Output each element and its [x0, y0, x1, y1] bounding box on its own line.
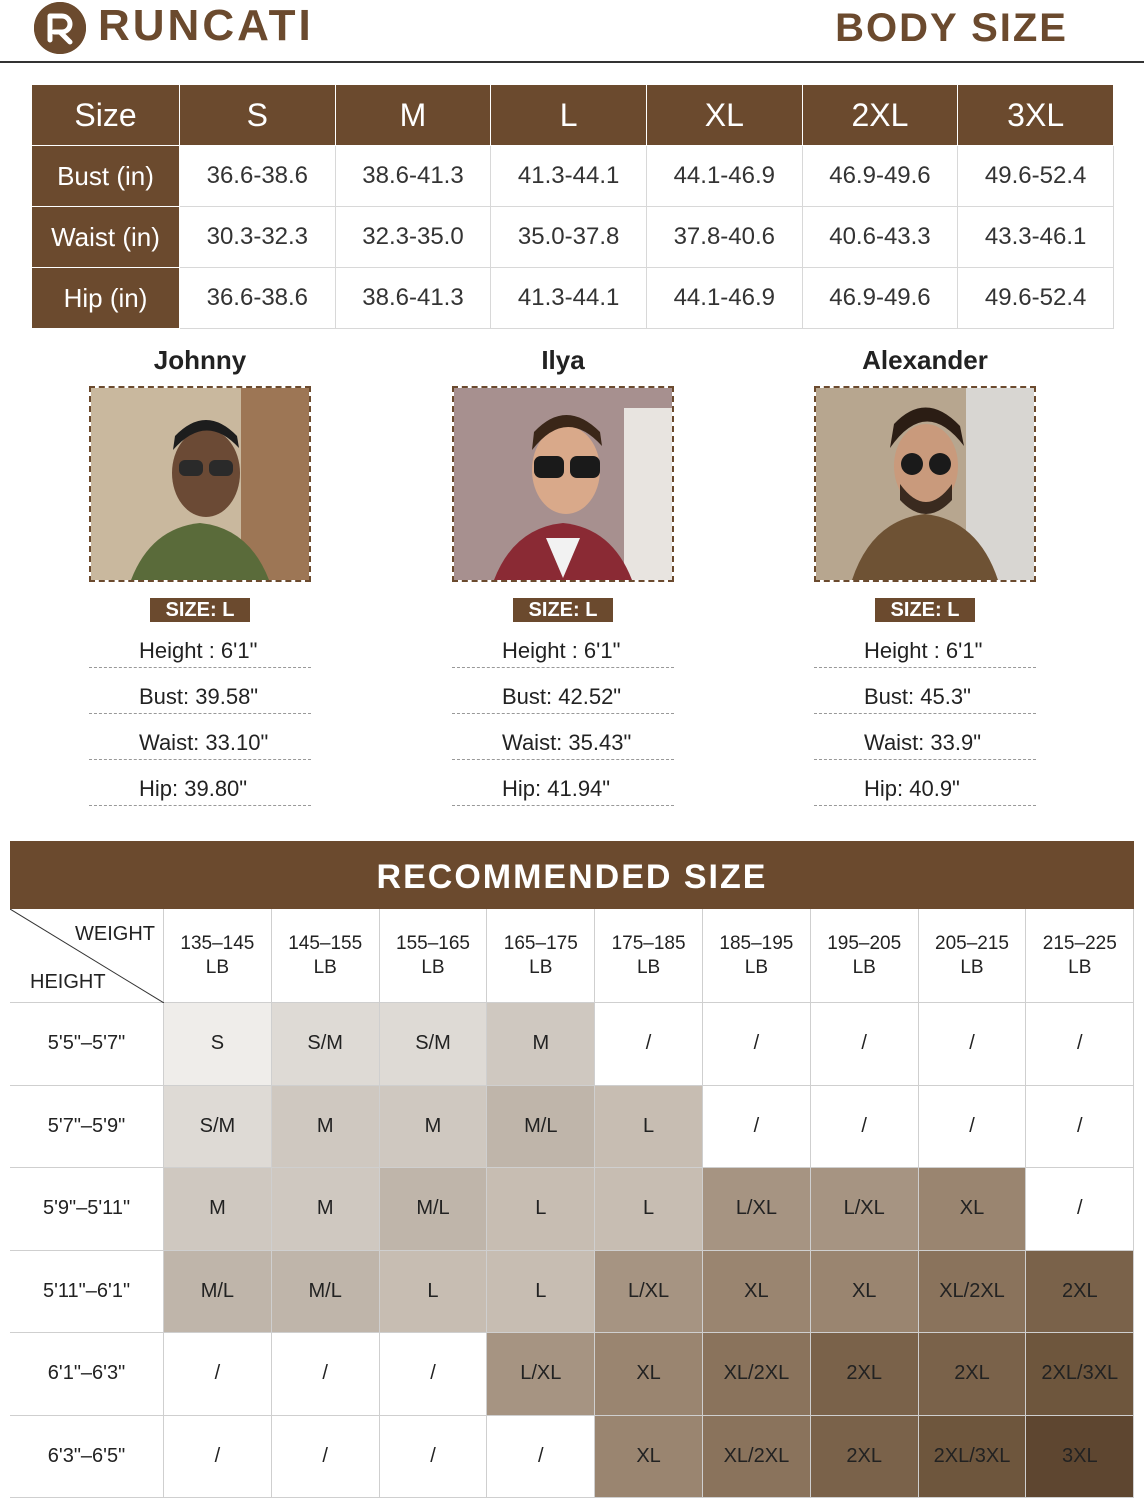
model-height: Height : 6'1" — [452, 622, 674, 668]
weight-range: 205–215 — [935, 932, 1009, 954]
recommended-size-cell: / — [164, 1333, 272, 1416]
weight-range: 155–165 — [396, 932, 470, 954]
size-col-header: 2XL — [802, 85, 958, 146]
row-label: Bust (in) — [32, 146, 180, 207]
model-size-badge: SIZE: L — [875, 598, 975, 622]
weight-range: 165–175 — [503, 932, 578, 954]
recommended-size-cell: L — [595, 1168, 703, 1251]
grid-corner — [10, 909, 164, 1003]
body-size-table — [31, 84, 1114, 329]
recommended-size-cell: / — [380, 1416, 488, 1499]
table-cell: 36.6-38.6 — [180, 268, 336, 329]
recommended-size-cell: L — [380, 1251, 488, 1334]
recommended-size-cell: M/L — [272, 1251, 380, 1334]
weight-unit: LB — [529, 956, 553, 978]
brand-logo-icon — [34, 2, 86, 54]
table-row — [32, 268, 1114, 329]
weight-range: 135–145 — [180, 932, 255, 954]
recommended-size-cell: / — [919, 1086, 1027, 1169]
table-cell: 46.9-49.6 — [802, 268, 958, 329]
height-row-header: 5'9"–5'11" — [10, 1168, 164, 1251]
table-row — [32, 207, 1114, 268]
recommended-size-grid — [10, 909, 1134, 1498]
recommended-size-cell: S/M — [272, 1003, 380, 1086]
recommended-size-cell: / — [380, 1333, 488, 1416]
model-photo — [814, 386, 1036, 582]
weight-range: 145–155 — [288, 932, 363, 954]
weight-axis-label: WEIGHT — [75, 923, 155, 945]
height-axis-label: HEIGHT — [30, 971, 106, 993]
weight-unit: LB — [960, 956, 984, 978]
recommended-size-cell: XL — [811, 1251, 919, 1334]
model-name: Ilya — [541, 345, 585, 375]
model-bust: Bust: 42.52" — [452, 668, 674, 714]
model-bust: Bust: 45.3" — [814, 668, 1036, 714]
weight-column-header — [1026, 909, 1134, 1003]
weight-range: 175–185 — [611, 932, 686, 954]
weight-column-header — [487, 909, 595, 1003]
recommended-size-cell: M/L — [380, 1168, 488, 1251]
weight-column-header — [272, 909, 380, 1003]
recommended-size-cell: L/XL — [487, 1333, 595, 1416]
weight-column-header — [164, 909, 272, 1003]
recommended-size-cell: S/M — [164, 1086, 272, 1169]
table-cell: 41.3-44.1 — [491, 146, 647, 207]
height-row-header: 5'5"–5'7" — [10, 1003, 164, 1086]
recommended-size-cell: 2XL/3XL — [919, 1416, 1027, 1499]
recommended-size-cell: M/L — [164, 1251, 272, 1334]
size-corner-label: Size — [32, 85, 180, 146]
recommended-size-cell: / — [595, 1003, 703, 1086]
recommended-size-cell: XL — [595, 1333, 703, 1416]
recommended-size-cell: L — [595, 1086, 703, 1169]
weight-column-header — [919, 909, 1027, 1003]
recommended-size-cell: M — [487, 1003, 595, 1086]
size-col-header: 3XL — [958, 85, 1114, 146]
recommended-size-cell: M — [380, 1086, 488, 1169]
page-header — [0, 0, 1144, 63]
recommended-size-cell: / — [1026, 1086, 1134, 1169]
weight-range: 195–205 — [827, 932, 902, 954]
table-cell: 44.1-46.9 — [646, 268, 802, 329]
model-photo — [452, 386, 674, 582]
recommended-size-cell: / — [272, 1333, 380, 1416]
recommended-size-cell: 2XL/3XL — [1026, 1333, 1134, 1416]
model-hip: Hip: 41.94" — [452, 760, 674, 806]
recommended-size-cell: L/XL — [703, 1168, 811, 1251]
weight-unit: LB — [636, 956, 661, 978]
weight-range: 185–195 — [719, 932, 794, 954]
weight-unit: LB — [1068, 956, 1092, 978]
recommended-size-cell: / — [703, 1086, 811, 1169]
weight-unit: LB — [852, 956, 876, 978]
recommended-size-cell: XL/2XL — [703, 1416, 811, 1499]
recommended-size-cell: M — [272, 1086, 380, 1169]
weight-column-header — [811, 909, 919, 1003]
recommended-size-cell: 2XL — [1026, 1251, 1134, 1334]
recommended-size-cell: M/L — [487, 1086, 595, 1169]
model-hip: Hip: 39.80" — [89, 760, 311, 806]
model-portrait-image — [454, 388, 672, 580]
recommended-size-cell: 2XL — [919, 1333, 1027, 1416]
recommended-size-cell: XL — [919, 1168, 1027, 1251]
recommended-size-cell: 3XL — [1026, 1416, 1134, 1499]
size-col-header: S — [180, 85, 336, 146]
recommended-size-cell: / — [703, 1003, 811, 1086]
table-cell: 49.6-52.4 — [958, 146, 1114, 207]
model-bust: Bust: 39.58" — [89, 668, 311, 714]
recommended-size-cell: M — [164, 1168, 272, 1251]
table-cell: 49.6-52.4 — [958, 268, 1114, 329]
height-row-header: 5'7"–5'9" — [10, 1086, 164, 1169]
model-height: Height : 6'1" — [89, 622, 311, 668]
recommended-size-cell: M — [272, 1168, 380, 1251]
recommended-size-cell: / — [919, 1003, 1027, 1086]
table-cell: 41.3-44.1 — [491, 268, 647, 329]
recommended-size-cell: / — [164, 1416, 272, 1499]
model-portrait-image — [91, 388, 309, 580]
recommended-size-cell: / — [272, 1416, 380, 1499]
model-card-johnny — [70, 340, 330, 806]
recommended-size-cell: XL/2XL — [919, 1251, 1027, 1334]
model-size-badge: SIZE: L — [513, 598, 613, 622]
recommended-size-cell: L — [487, 1251, 595, 1334]
table-cell: 38.6-41.3 — [335, 268, 491, 329]
model-card-ilya — [433, 340, 693, 806]
table-cell: 40.6-43.3 — [802, 207, 958, 268]
size-col-header: M — [335, 85, 491, 146]
table-row — [32, 146, 1114, 207]
size-col-header: XL — [646, 85, 802, 146]
model-card-alexander — [795, 340, 1055, 806]
table-cell: 30.3-32.3 — [180, 207, 336, 268]
model-photo — [89, 386, 311, 582]
recommended-size-cell: S — [164, 1003, 272, 1086]
height-row-header: 5'11"–6'1" — [10, 1251, 164, 1334]
table-cell: 44.1-46.9 — [646, 146, 802, 207]
height-row-header: 6'1"–6'3" — [10, 1333, 164, 1416]
table-cell: 37.8-40.6 — [646, 207, 802, 268]
size-header-row — [32, 85, 1114, 146]
recommended-size-cell: / — [811, 1003, 919, 1086]
weight-unit: LB — [421, 956, 445, 978]
recommended-size-cell: 2XL — [811, 1416, 919, 1499]
table-cell: 46.9-49.6 — [802, 146, 958, 207]
recommended-size-cell: / — [1026, 1168, 1134, 1251]
weight-column-header — [703, 909, 811, 1003]
recommended-size-cell: XL — [595, 1416, 703, 1499]
recommended-size-cell: XL — [703, 1251, 811, 1334]
recommended-size-cell: L — [487, 1168, 595, 1251]
brand-name: RUNCATI — [98, 1, 314, 50]
recommended-size-cell: 2XL — [811, 1333, 919, 1416]
recommended-size-cell: L/XL — [811, 1168, 919, 1251]
model-portrait-image — [816, 388, 1034, 580]
weight-column-header — [595, 909, 703, 1003]
table-cell: 43.3-46.1 — [958, 207, 1114, 268]
row-label: Hip (in) — [32, 268, 180, 329]
height-row-header: 6'3"–6'5" — [10, 1416, 164, 1499]
model-hip: Hip: 40.9" — [814, 760, 1036, 806]
table-cell: 36.6-38.6 — [180, 146, 336, 207]
recommended-size-cell: L/XL — [595, 1251, 703, 1334]
model-height: Height : 6'1" — [814, 622, 1036, 668]
table-cell: 38.6-41.3 — [335, 146, 491, 207]
model-size-badge: SIZE: L — [150, 598, 250, 622]
recommended-size-cell: / — [811, 1086, 919, 1169]
page-title: BODY SIZE — [835, 6, 1068, 50]
weight-unit: LB — [744, 956, 769, 978]
model-waist: Waist: 33.10" — [89, 714, 311, 760]
weight-column-header — [380, 909, 488, 1003]
model-name: Johnny — [153, 345, 247, 375]
weight-unit: LB — [313, 956, 337, 978]
table-cell: 35.0-37.8 — [491, 207, 647, 268]
recommended-size-cell: XL/2XL — [703, 1333, 811, 1416]
row-label: Waist (in) — [32, 207, 180, 268]
model-name: Alexander — [862, 345, 988, 375]
weight-unit: LB — [205, 956, 230, 978]
weight-range: 215–225 — [1042, 932, 1117, 954]
model-waist: Waist: 33.9" — [814, 714, 1036, 760]
table-cell: 32.3-35.0 — [335, 207, 491, 268]
recommended-size-cell: S/M — [380, 1003, 488, 1086]
size-col-header: L — [491, 85, 647, 146]
model-waist: Waist: 35.43" — [452, 714, 674, 760]
recommended-size-title: RECOMMENDED SIZE — [10, 841, 1134, 909]
recommended-size-cell: / — [1026, 1003, 1134, 1086]
recommended-size-cell: / — [487, 1416, 595, 1499]
